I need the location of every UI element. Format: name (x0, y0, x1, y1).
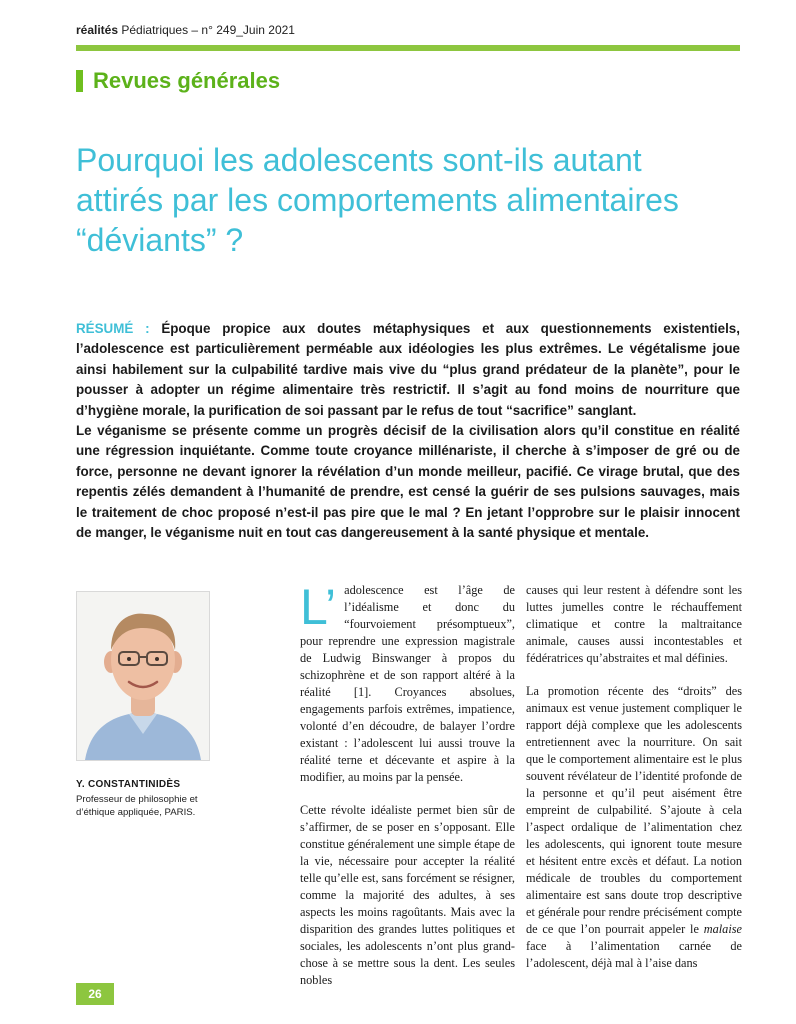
author-name: Y. CONSTANTINIDÈS (76, 779, 181, 790)
page-number: 26 (76, 983, 114, 1005)
body-paragraph: Cette révolte idéaliste permet bien sûr de s’affirmer, de se poser en s’opposant. Elle constitue généralement une simple étape de la vie, nécessaire pour accepter la réalité telle qu’elle est, sans forcément se résigner, comme la majorité des adultes, à ses aspects les moins ragoûtants. Mais avec la disparition des grandes luttes politiques et sociales, les adolescents n’ont plus grand-chose à se mettre sous la dent. Les seules nobles (300, 803, 515, 987)
article-title: Pourquoi les adolescents sont-ils autant attirés par les comportements alimentaires “déviants” ? (76, 142, 679, 258)
author-photo (76, 591, 210, 761)
running-head (76, 23, 295, 37)
body-text: adolescence est l’âge de l’idéalisme et donc du “fourvoiement présomptueux”, pour reprendre une expression magistrale de Ludwig Binswanger à propos du schizophrène et de son rapport altéré à la réalité [1]. Croyances absolues, engagements parfois extrêmes, impatience, volonté d’en découdre, de balayer l’ordre existant : l’adolescent lui aussi trouve la réalité terne et décevante et aspire à la modifier, au moins par la pensée. (300, 583, 515, 784)
header-rule (76, 45, 740, 51)
section-marker (76, 70, 83, 92)
section-heading (76, 67, 280, 95)
journal-name: réalités (76, 23, 119, 37)
body-paragraph (526, 683, 742, 972)
abstract-paragraph-1 (76, 319, 740, 421)
section-label: Revues générales (93, 68, 281, 93)
body-paragraph: causes qui leur restent à défendre sont les luttes jumelles contre le réchauffement climatique et contre la maltraitance animale, causes aussi incontestables et fédératrices qu’abstraites et mal définies. (526, 583, 742, 665)
abstract (76, 319, 740, 543)
issue-info: Pédiatriques – n° 249_Juin 2021 (121, 23, 295, 37)
emphasis-text: malaise (703, 922, 742, 936)
body-column-2 (526, 582, 742, 988)
body-column-1 (300, 579, 515, 1005)
abstract-paragraph-2: Le véganisme se présente comme un progrès décisif de la civilisation alors qu’il constitue en réalité une régression inquiétante. Comme toute croyance millénariste, il cherche à s’imposer de gré ou de force, personne ne devant ignorer la révélation d’un monde meilleur, pacifié. Ce virage brutal, que des repentis zélés demandent à l’humanité de prendre, est censé la guérir de ses pulsions sauvages, mais le traitement de choc proposé n’est-il pas pire que le mal ? En jetant l’opprobre sur le plaisir innocent de manger, le véganisme nuit en tout cas dangereusement à la santé physique et mentale. (76, 423, 740, 541)
body-text: face à l’alimentation carnée de l’adolescent, déjà mal à l’aise dans (526, 939, 742, 970)
body-paragraph (300, 579, 515, 786)
author-portrait-icon (77, 592, 209, 760)
body-text: La promotion récente des “droits” des animaux est venue justement compliquer le rapport déjà complexe que les adolescents entretiennent avec la nourriture. On sait que le comportement alimentaire est le plus souvent révélateur de l’identité profonde de la personne et qu’il peut aisément être empreint de culpabilité. S’ajoute à cela l’aspect ordalique de l’alimentation chez les adolescents, qui ignorent toute mesure et hésitent entre excès et défaut. La notion médicale de troubles du comportement alimentaire est sans doute trop descriptive et générale pour rendre précisément compte de ce que l’on pourrait appeler le (526, 684, 742, 936)
drop-cap: L’ (300, 579, 337, 635)
abstract-text-1: Époque propice aux doutes métaphysiques et aux questionnements existentiels, l’adolescence est particulièrement perméable aux idéologies les plus extrêmes. Le végétalisme joue ainsi habilement sur la culpabilité tardive mais vive du “plus grand prédateur de la planète”, pour le pousser à adopter un régime alimentaire très restrictif. Il s’agit au fond moins de nourriture que d’hygiène morale, la purification de soi passant par le refus de tout “sacrifice” sanglant. (76, 321, 740, 418)
abstract-label: RÉSUMÉ : (76, 321, 150, 336)
author-affiliation: Professeur de philosophie et d’éthique appliquée, PARIS. (76, 794, 198, 818)
